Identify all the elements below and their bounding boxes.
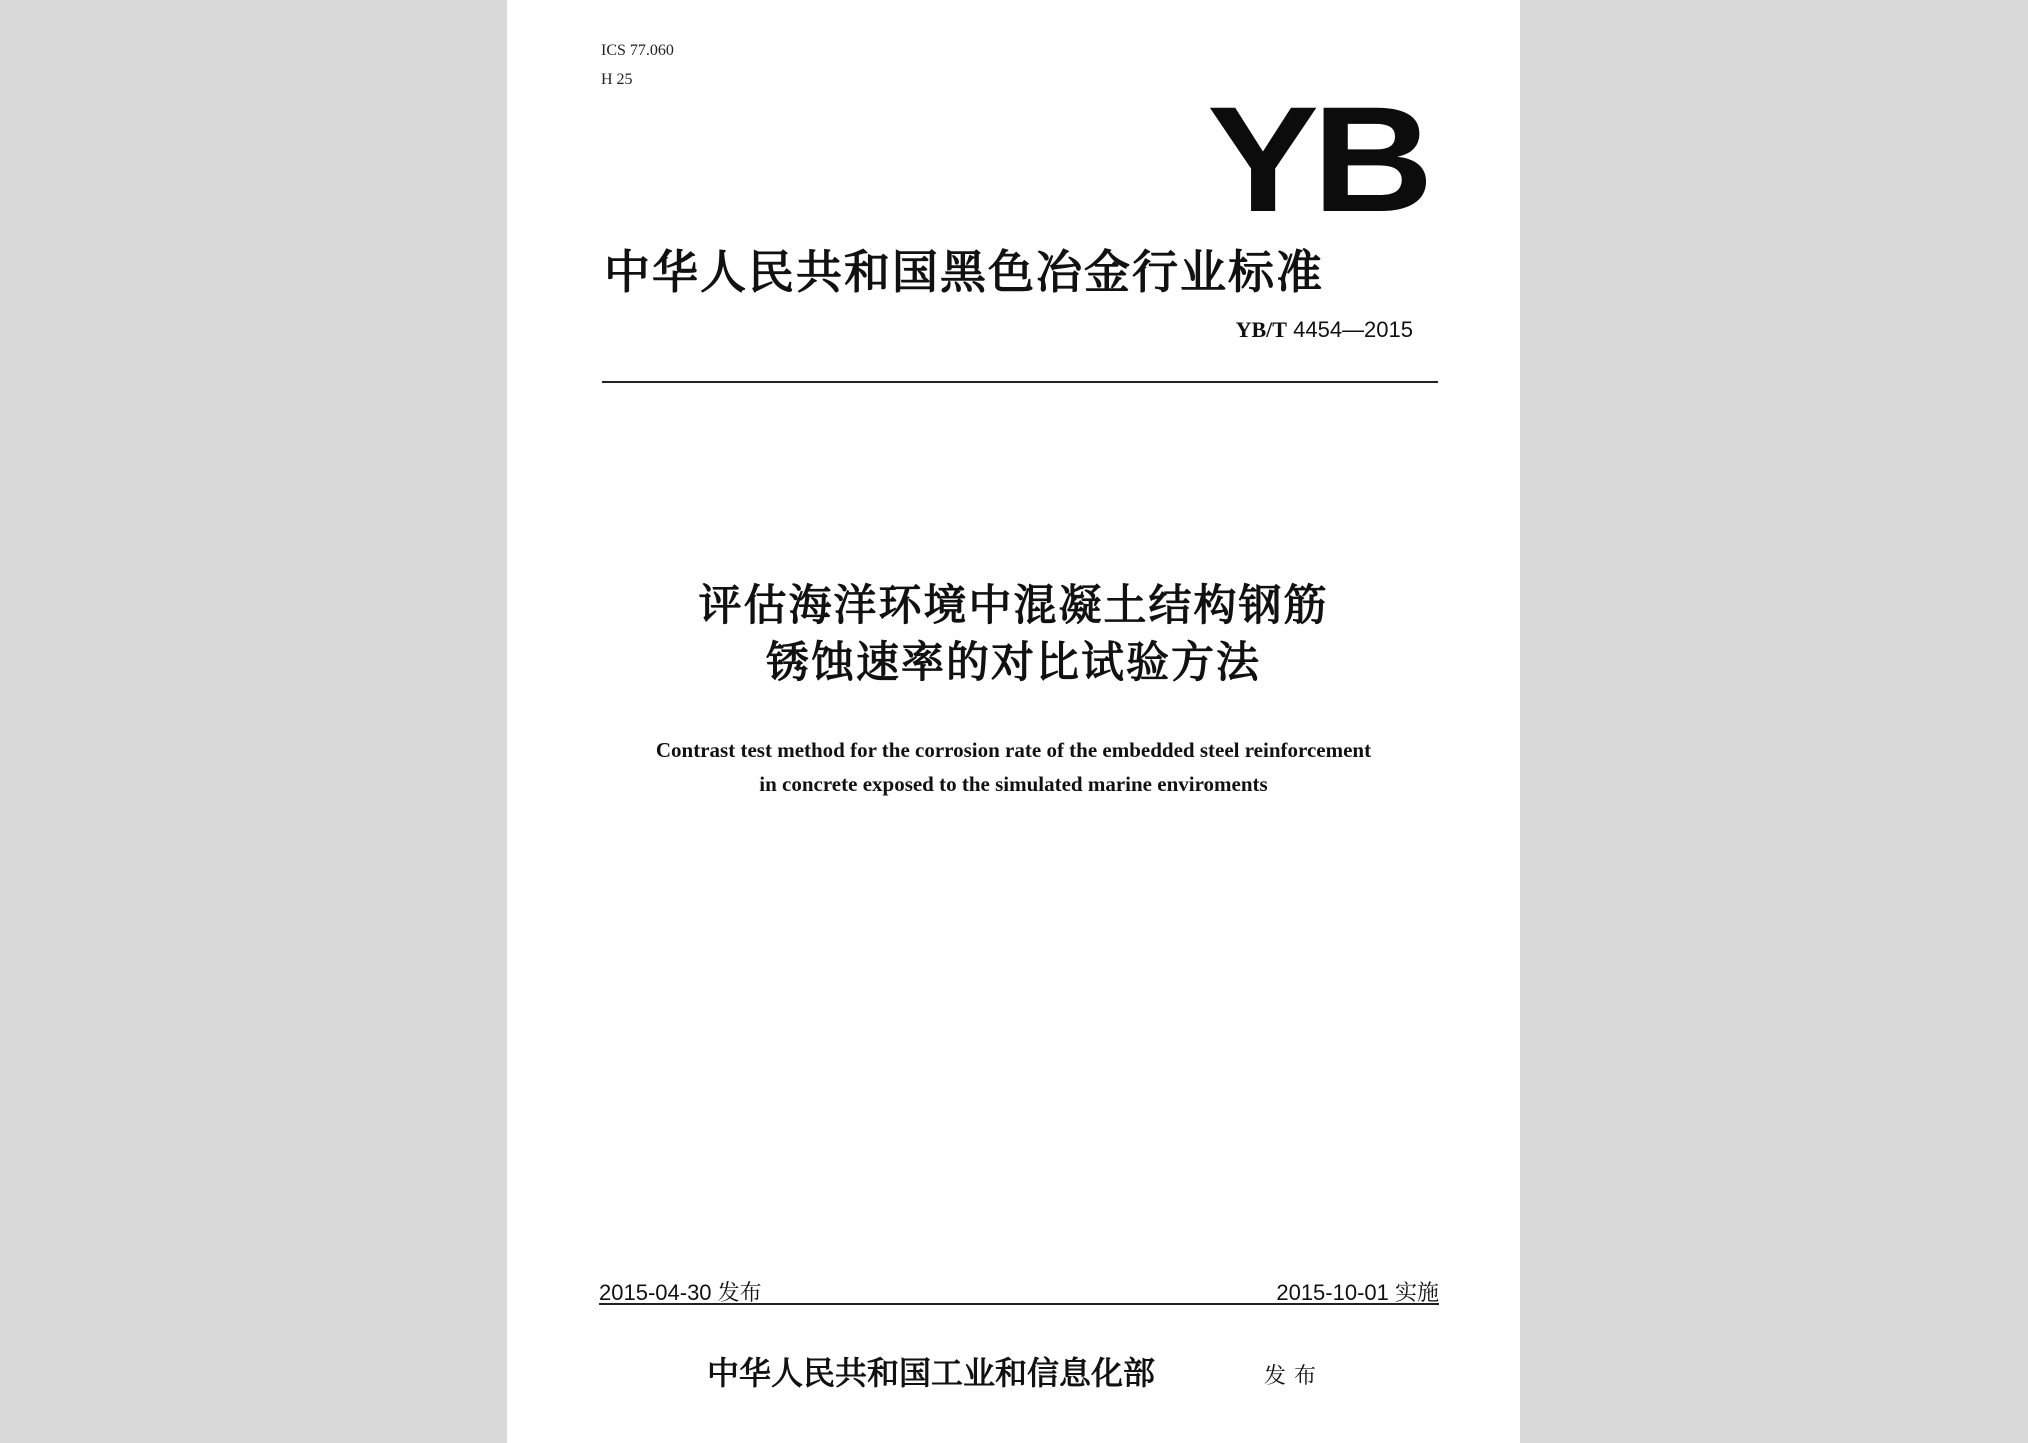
dates-row <box>599 1272 1439 1306</box>
english-title <box>507 733 1520 801</box>
issued-label: 发布 <box>1264 1364 1325 1389</box>
header-divider <box>602 381 1438 383</box>
classification-codes <box>601 36 674 94</box>
chinese-title-line-2: 锈蚀速率的对比试验方法 <box>766 638 1261 688</box>
chinese-title-line-1: 评估海洋环境中混凝土结构钢筋 <box>698 581 1329 631</box>
standard-category-title: 中华人民共和国黑色冶金行业标准 <box>604 245 1324 299</box>
standard-number-prefix: YB/T <box>1235 317 1287 342</box>
implementation-date: 2015-10-01 实施 <box>1276 1280 1439 1305</box>
release-date: 2015-04-30 发布 <box>599 1280 762 1305</box>
standard-number <box>1236 317 1413 343</box>
footer-divider <box>599 1303 1439 1305</box>
english-title-line-1: Contrast test method for the corrosion rate of the embedded steel reinforcement <box>655 738 1372 762</box>
english-title-line-2: in concrete exposed to the simulated marine enviroments <box>759 772 1268 796</box>
yb-logo: YB <box>1207 75 1427 243</box>
standard-number-value: 4454—2015 <box>1293 317 1413 342</box>
chinese-title <box>507 578 1520 692</box>
issuing-authority: 中华人民共和国工业和信息化部 <box>707 1354 1156 1392</box>
document-page <box>507 0 1520 1443</box>
ics-code: ICS 77.060 <box>601 42 674 59</box>
ccs-code: H 25 <box>601 71 633 88</box>
